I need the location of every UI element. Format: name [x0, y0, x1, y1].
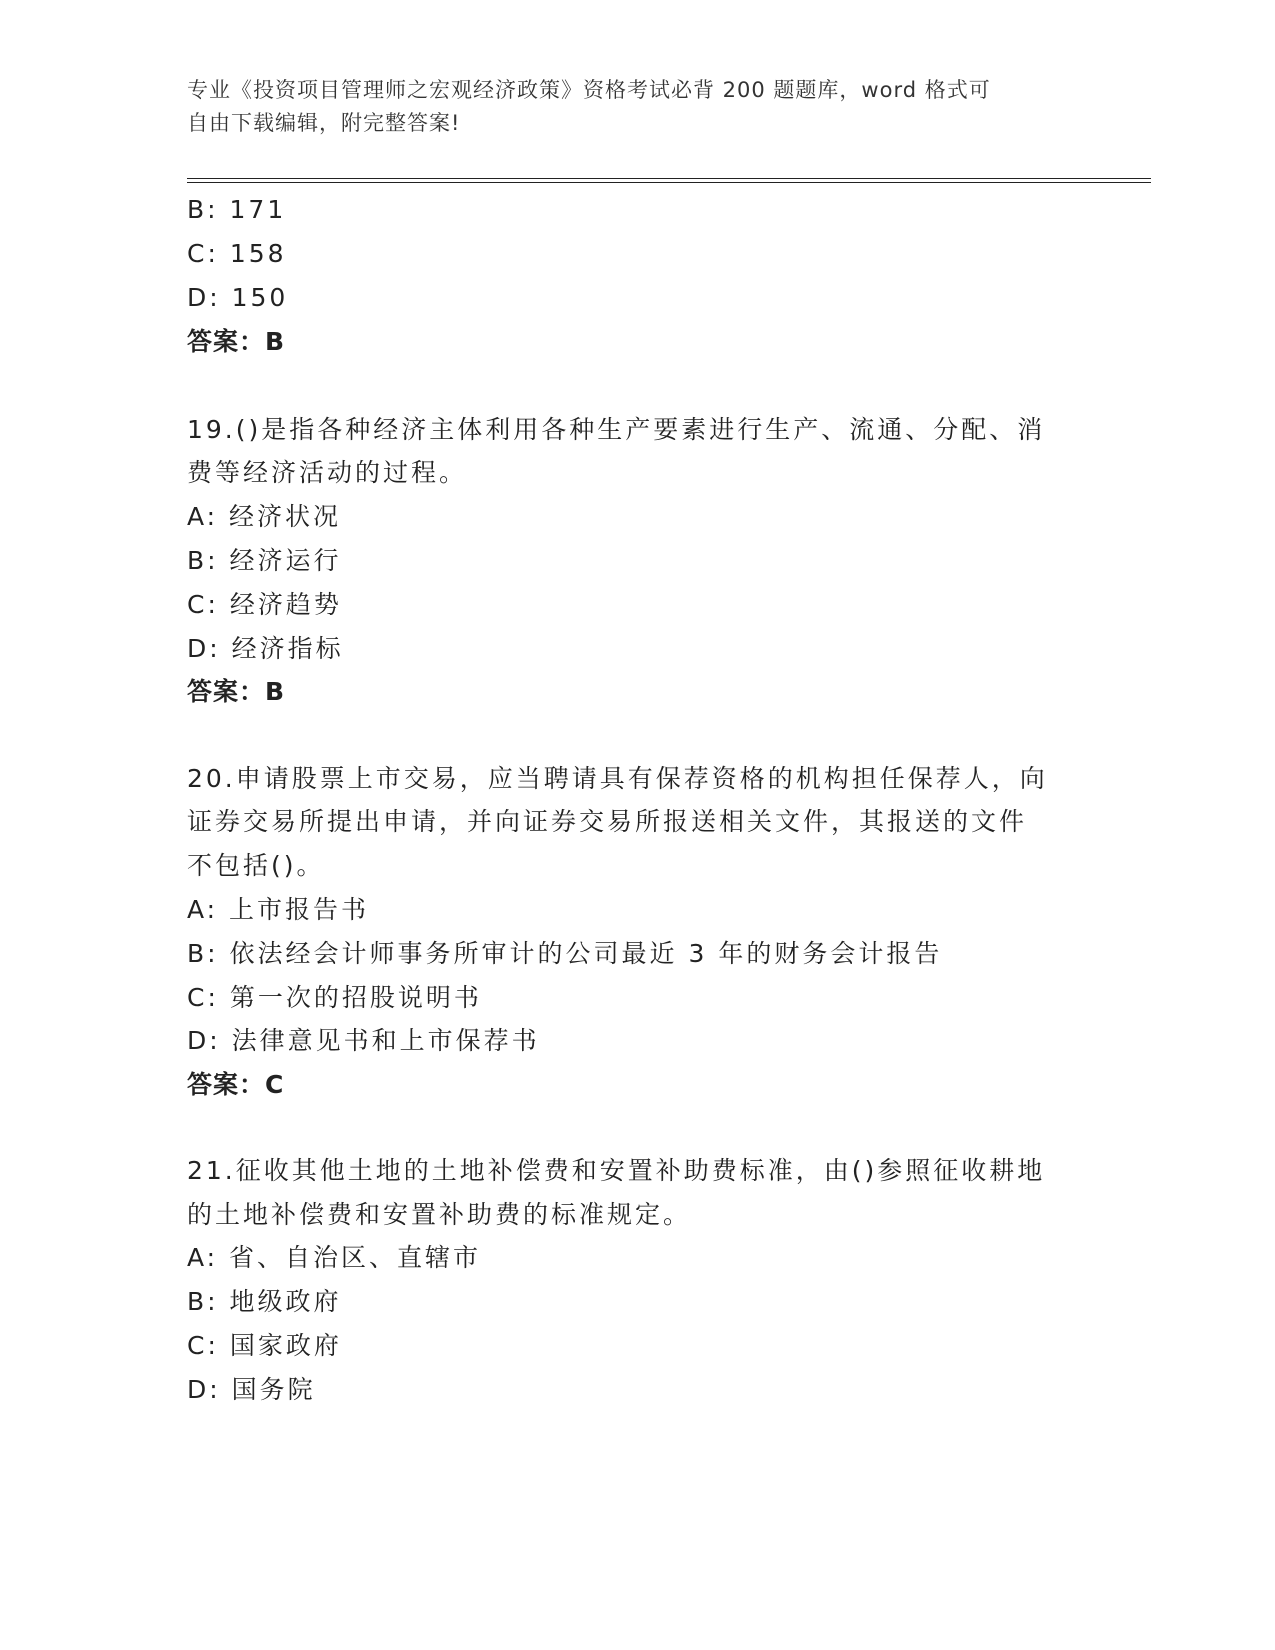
q18-answer: 答案：B: [187, 327, 286, 356]
q21-stem-line-2: 的土地补偿费和安置补助费的标准规定。: [187, 1200, 692, 1229]
q20-stem-line-2: 证券交易所提出申请，并向证券交易所报送相关文件，其报送的文件: [187, 807, 1028, 836]
q21-option-d: D: 国务院: [187, 1375, 316, 1404]
q21-option-c: C: 国家政府: [187, 1331, 342, 1360]
header-divider: [187, 178, 1151, 183]
q20-option-a: A: 上市报告书: [187, 895, 370, 924]
q21-stem-line-1: 21.征收其他土地的土地补偿费和安置补助费标准，由()参照征收耕地: [187, 1156, 1046, 1185]
q20-option-b: B: 依法经会计师事务所审计的公司最近 3 年的财务会计报告: [187, 939, 943, 968]
q19-answer: 答案：B: [187, 677, 286, 706]
page-header: [187, 74, 1067, 140]
q19-option-a: A: 经济状况: [187, 502, 342, 531]
q21-option-a: A: 省、自治区、直辖市: [187, 1243, 482, 1272]
q19-stem-line-2: 费等经济活动的过程。: [187, 458, 468, 487]
q20-option-c: C: 第一次的招股说明书: [187, 983, 482, 1012]
q18-option-c: C: 158: [187, 239, 287, 268]
q18-option-b: B: 171: [187, 195, 287, 224]
header-line-1: 专业《投资项目管理师之宏观经济政策》资格考试必背 200 题题库，word 格式可: [187, 78, 991, 102]
q20-answer: 答案：C: [187, 1070, 285, 1099]
q18-option-d: D: 150: [187, 283, 289, 312]
header-line-2: 自由下载编辑，附完整答案!: [187, 111, 461, 135]
q19-stem-line-1: 19.()是指各种经济主体利用各种生产要素进行生产、流通、分配、消: [187, 415, 1046, 444]
q19-option-c: C: 经济趋势: [187, 590, 342, 619]
q19-option-b: B: 经济运行: [187, 546, 342, 575]
q19-option-d: D: 经济指标: [187, 634, 344, 663]
q21-option-b: B: 地级政府: [187, 1287, 342, 1316]
q20-option-d: D: 法律意见书和上市保荐书: [187, 1026, 540, 1055]
q20-stem-line-1: 20.申请股票上市交易，应当聘请具有保荐资格的机构担任保荐人，向: [187, 764, 1048, 793]
q20-stem-line-3: 不包括()。: [187, 851, 325, 880]
